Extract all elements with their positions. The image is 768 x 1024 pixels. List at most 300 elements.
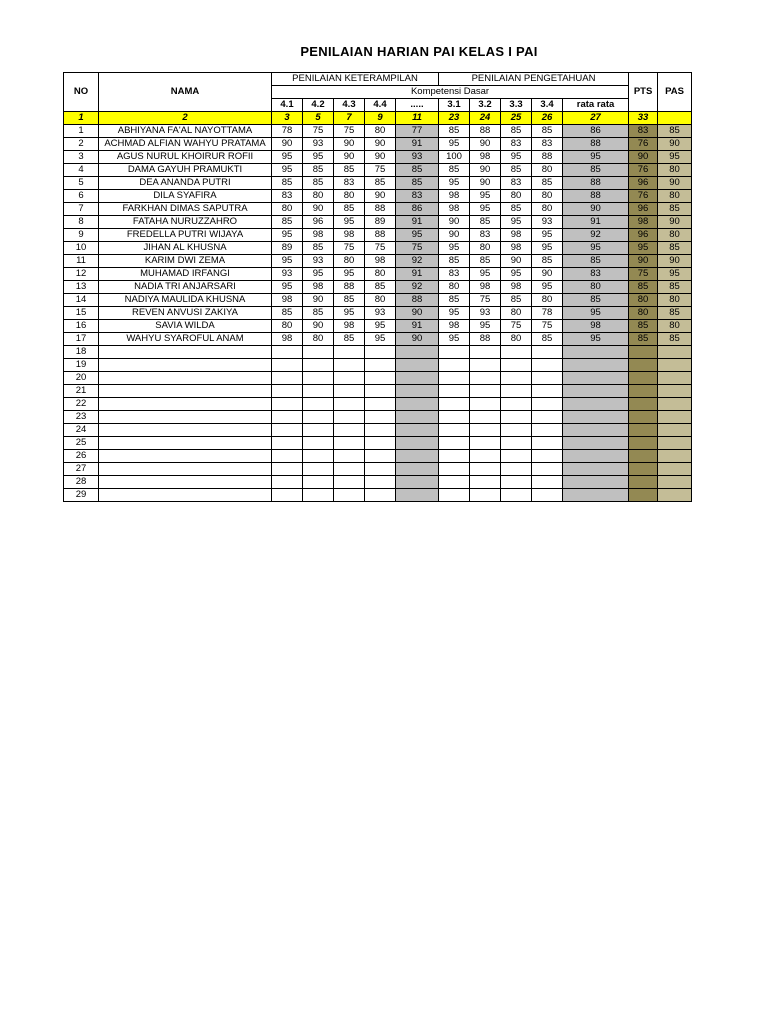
- score-cell: 91: [396, 216, 439, 229]
- score-cell: 91: [396, 138, 439, 151]
- score-cell: 86: [563, 125, 629, 138]
- score-cell: 85: [396, 177, 439, 190]
- score-cell: 91: [396, 268, 439, 281]
- score-cell: 98: [439, 320, 470, 333]
- score-cell: 90: [272, 138, 303, 151]
- score-cell: 88: [396, 294, 439, 307]
- empty-cell: [439, 463, 470, 476]
- row-number: 29: [64, 489, 99, 502]
- score-cell: 95: [365, 333, 396, 346]
- empty-cell: [334, 359, 365, 372]
- row-number: 20: [64, 372, 99, 385]
- empty-cell: [396, 463, 439, 476]
- score-cell: 80: [629, 294, 658, 307]
- student-name: KARIM DWI ZEMA: [99, 255, 272, 268]
- empty-cell: [501, 398, 532, 411]
- score-cell: 85: [334, 294, 365, 307]
- empty-cell: [365, 463, 396, 476]
- score-cell: 90: [658, 177, 692, 190]
- empty-cell: [365, 346, 396, 359]
- score-cell: 95: [303, 151, 334, 164]
- empty-cell: [365, 476, 396, 489]
- empty-cell: [439, 346, 470, 359]
- header-kd-code: 3.3: [501, 99, 532, 112]
- score-cell: 85: [501, 125, 532, 138]
- empty-cell: [272, 450, 303, 463]
- column-index-cell: 5: [303, 112, 334, 125]
- column-index-row: [64, 112, 692, 125]
- empty-cell: [658, 359, 692, 372]
- column-index-cell: 23: [439, 112, 470, 125]
- score-cell: 80: [303, 190, 334, 203]
- row-number: 14: [64, 294, 99, 307]
- table-row: [64, 320, 692, 333]
- score-cell: 90: [303, 203, 334, 216]
- score-cell: 95: [439, 242, 470, 255]
- row-number: 11: [64, 255, 99, 268]
- score-cell: 95: [470, 268, 501, 281]
- table-row: [64, 138, 692, 151]
- table-row: [64, 190, 692, 203]
- header-keterampilan: PENILAIAN KETERAMPILAN: [272, 73, 439, 86]
- empty-cell: [99, 463, 272, 476]
- score-cell: 83: [439, 268, 470, 281]
- table-row: [64, 346, 692, 359]
- score-cell: 90: [334, 151, 365, 164]
- score-cell: 85: [334, 164, 365, 177]
- row-number: 26: [64, 450, 99, 463]
- student-name: FREDELLA PUTRI WIJAYA: [99, 229, 272, 242]
- header-kd-code: 4.3: [334, 99, 365, 112]
- row-number: 3: [64, 151, 99, 164]
- empty-cell: [501, 424, 532, 437]
- score-cell: 95: [501, 151, 532, 164]
- header-kd-code: .....: [396, 99, 439, 112]
- row-number: 5: [64, 177, 99, 190]
- row-number: 28: [64, 476, 99, 489]
- empty-cell: [532, 476, 563, 489]
- empty-cell: [532, 411, 563, 424]
- score-cell: 90: [501, 255, 532, 268]
- row-number: 12: [64, 268, 99, 281]
- score-cell: 85: [532, 125, 563, 138]
- score-cell: 95: [470, 320, 501, 333]
- score-cell: 80: [563, 281, 629, 294]
- column-index-cell: 11: [396, 112, 439, 125]
- empty-cell: [658, 372, 692, 385]
- score-cell: 80: [501, 333, 532, 346]
- empty-cell: [303, 476, 334, 489]
- table-row: [64, 437, 692, 450]
- empty-cell: [365, 411, 396, 424]
- score-cell: 95: [532, 242, 563, 255]
- score-cell: 95: [272, 151, 303, 164]
- score-cell: 85: [563, 294, 629, 307]
- empty-cell: [272, 372, 303, 385]
- score-cell: 96: [303, 216, 334, 229]
- empty-cell: [365, 398, 396, 411]
- empty-cell: [303, 424, 334, 437]
- empty-cell: [272, 385, 303, 398]
- student-name: DILA SYAFIRA: [99, 190, 272, 203]
- empty-cell: [532, 372, 563, 385]
- table-row: [64, 216, 692, 229]
- score-cell: 77: [396, 125, 439, 138]
- student-name: FATAHA NURUZZAHRO: [99, 216, 272, 229]
- empty-cell: [334, 476, 365, 489]
- row-number: 8: [64, 216, 99, 229]
- empty-cell: [396, 450, 439, 463]
- score-cell: 90: [365, 151, 396, 164]
- row-number: 19: [64, 359, 99, 372]
- table-row: [64, 203, 692, 216]
- empty-cell: [629, 424, 658, 437]
- score-cell: 90: [658, 255, 692, 268]
- score-cell: 95: [658, 268, 692, 281]
- student-name: WAHYU SYAROFUL ANAM: [99, 333, 272, 346]
- score-cell: 98: [470, 281, 501, 294]
- row-number: 15: [64, 307, 99, 320]
- empty-cell: [99, 437, 272, 450]
- empty-cell: [334, 398, 365, 411]
- header-pengetahuan: PENILAIAN PENGETAHUAN: [439, 73, 629, 86]
- empty-cell: [272, 476, 303, 489]
- empty-cell: [501, 346, 532, 359]
- score-cell: 75: [334, 242, 365, 255]
- empty-cell: [658, 437, 692, 450]
- table-row: [64, 476, 692, 489]
- score-cell: 80: [365, 125, 396, 138]
- table-row: [64, 268, 692, 281]
- row-number: 4: [64, 164, 99, 177]
- empty-cell: [658, 450, 692, 463]
- empty-cell: [99, 359, 272, 372]
- empty-cell: [629, 398, 658, 411]
- row-number: 10: [64, 242, 99, 255]
- empty-cell: [501, 385, 532, 398]
- table-row: [64, 489, 692, 502]
- empty-cell: [303, 463, 334, 476]
- score-cell: 88: [563, 190, 629, 203]
- score-cell: 80: [272, 203, 303, 216]
- empty-cell: [563, 437, 629, 450]
- empty-cell: [532, 463, 563, 476]
- score-cell: 90: [629, 151, 658, 164]
- empty-cell: [501, 476, 532, 489]
- empty-cell: [303, 372, 334, 385]
- empty-cell: [334, 489, 365, 502]
- score-cell: 83: [501, 177, 532, 190]
- score-cell: 75: [470, 294, 501, 307]
- score-cell: 85: [439, 294, 470, 307]
- score-cell: 88: [365, 229, 396, 242]
- empty-cell: [439, 450, 470, 463]
- empty-cell: [439, 437, 470, 450]
- table-row: [64, 177, 692, 190]
- score-cell: 83: [629, 125, 658, 138]
- score-cell: 75: [365, 242, 396, 255]
- header-pas: PAS: [658, 73, 692, 112]
- score-cell: 93: [303, 138, 334, 151]
- score-cell: 95: [272, 164, 303, 177]
- score-cell: 95: [563, 151, 629, 164]
- empty-cell: [629, 372, 658, 385]
- score-cell: 80: [658, 320, 692, 333]
- score-cell: 98: [365, 255, 396, 268]
- score-cell: 92: [396, 255, 439, 268]
- score-cell: 76: [629, 138, 658, 151]
- score-cell: 85: [272, 216, 303, 229]
- empty-cell: [272, 359, 303, 372]
- empty-cell: [629, 450, 658, 463]
- score-cell: 85: [658, 307, 692, 320]
- score-cell: 98: [629, 216, 658, 229]
- header-kd-code: 4.1: [272, 99, 303, 112]
- empty-cell: [470, 372, 501, 385]
- empty-cell: [439, 359, 470, 372]
- score-cell: 93: [396, 151, 439, 164]
- empty-cell: [303, 411, 334, 424]
- empty-cell: [365, 385, 396, 398]
- empty-cell: [501, 463, 532, 476]
- empty-cell: [658, 411, 692, 424]
- empty-cell: [334, 385, 365, 398]
- score-cell: 86: [396, 203, 439, 216]
- empty-cell: [501, 372, 532, 385]
- score-cell: 90: [658, 138, 692, 151]
- score-cell: 90: [563, 203, 629, 216]
- score-cell: 85: [470, 216, 501, 229]
- score-cell: 95: [365, 320, 396, 333]
- empty-cell: [365, 359, 396, 372]
- score-cell: 75: [334, 125, 365, 138]
- empty-cell: [470, 385, 501, 398]
- score-cell: 95: [334, 268, 365, 281]
- empty-cell: [563, 359, 629, 372]
- empty-cell: [532, 489, 563, 502]
- empty-cell: [334, 463, 365, 476]
- score-cell: 95: [563, 242, 629, 255]
- score-cell: 85: [303, 242, 334, 255]
- empty-cell: [629, 346, 658, 359]
- score-cell: 88: [334, 281, 365, 294]
- score-cell: 85: [334, 203, 365, 216]
- score-cell: 95: [532, 281, 563, 294]
- empty-cell: [629, 359, 658, 372]
- empty-cell: [439, 385, 470, 398]
- score-cell: 83: [334, 177, 365, 190]
- score-cell: 85: [365, 177, 396, 190]
- empty-cell: [303, 489, 334, 502]
- table-row: [64, 125, 692, 138]
- empty-cell: [396, 385, 439, 398]
- score-cell: 75: [303, 125, 334, 138]
- score-cell: 80: [365, 268, 396, 281]
- score-cell: 95: [303, 268, 334, 281]
- score-cell: 85: [629, 281, 658, 294]
- empty-cell: [501, 489, 532, 502]
- score-cell: 85: [501, 203, 532, 216]
- empty-cell: [334, 450, 365, 463]
- score-cell: 90: [396, 333, 439, 346]
- empty-cell: [658, 463, 692, 476]
- score-cell: 85: [303, 177, 334, 190]
- score-cell: 98: [501, 242, 532, 255]
- table-row: [64, 411, 692, 424]
- score-cell: 98: [501, 229, 532, 242]
- score-cell: 80: [501, 190, 532, 203]
- row-number: 27: [64, 463, 99, 476]
- row-number: 13: [64, 281, 99, 294]
- row-number: 18: [64, 346, 99, 359]
- score-cell: 85: [396, 164, 439, 177]
- score-cell: 90: [303, 320, 334, 333]
- table-row: [64, 424, 692, 437]
- score-cell: 90: [365, 190, 396, 203]
- empty-cell: [532, 437, 563, 450]
- empty-cell: [396, 424, 439, 437]
- empty-cell: [365, 489, 396, 502]
- header-kd-code: 3.2: [470, 99, 501, 112]
- score-cell: 95: [470, 190, 501, 203]
- score-cell: 80: [272, 320, 303, 333]
- empty-cell: [629, 463, 658, 476]
- empty-cell: [303, 450, 334, 463]
- empty-cell: [629, 476, 658, 489]
- score-cell: 89: [272, 242, 303, 255]
- empty-cell: [272, 463, 303, 476]
- empty-cell: [396, 398, 439, 411]
- table-row: [64, 398, 692, 411]
- score-cell: 83: [470, 229, 501, 242]
- empty-cell: [532, 359, 563, 372]
- score-cell: 91: [563, 216, 629, 229]
- score-cell: 92: [396, 281, 439, 294]
- empty-cell: [334, 437, 365, 450]
- empty-cell: [99, 372, 272, 385]
- empty-cell: [563, 424, 629, 437]
- score-cell: 85: [658, 242, 692, 255]
- score-cell: 76: [629, 190, 658, 203]
- empty-cell: [563, 346, 629, 359]
- empty-cell: [439, 398, 470, 411]
- table-row: [64, 294, 692, 307]
- empty-cell: [99, 398, 272, 411]
- score-cell: 85: [658, 333, 692, 346]
- score-cell: 95: [334, 307, 365, 320]
- empty-cell: [365, 437, 396, 450]
- score-cell: 98: [439, 190, 470, 203]
- student-name: DEA ANANDA PUTRI: [99, 177, 272, 190]
- score-cell: 98: [272, 294, 303, 307]
- empty-cell: [563, 476, 629, 489]
- score-cell: 83: [272, 190, 303, 203]
- empty-cell: [396, 437, 439, 450]
- empty-cell: [396, 411, 439, 424]
- empty-cell: [532, 385, 563, 398]
- score-cell: 85: [532, 177, 563, 190]
- empty-cell: [365, 372, 396, 385]
- score-cell: 80: [658, 294, 692, 307]
- row-number: 25: [64, 437, 99, 450]
- score-cell: 85: [532, 255, 563, 268]
- empty-cell: [272, 346, 303, 359]
- header-nama: NAMA: [99, 73, 272, 112]
- table-row: [64, 255, 692, 268]
- score-cell: 90: [658, 216, 692, 229]
- score-cell: 80: [658, 229, 692, 242]
- empty-cell: [396, 346, 439, 359]
- score-cell: 83: [563, 268, 629, 281]
- empty-cell: [563, 385, 629, 398]
- empty-cell: [563, 489, 629, 502]
- score-cell: 91: [396, 320, 439, 333]
- score-cell: 80: [334, 255, 365, 268]
- empty-cell: [439, 489, 470, 502]
- table-row: [64, 359, 692, 372]
- score-cell: 88: [470, 125, 501, 138]
- empty-cell: [272, 398, 303, 411]
- score-cell: 85: [303, 307, 334, 320]
- score-cell: 90: [629, 255, 658, 268]
- student-name: AGUS NURUL KHOIRUR ROFII: [99, 151, 272, 164]
- empty-cell: [470, 489, 501, 502]
- empty-cell: [334, 424, 365, 437]
- column-index-cell: 1: [64, 112, 99, 125]
- row-number: 22: [64, 398, 99, 411]
- score-cell: 85: [563, 255, 629, 268]
- score-cell: 93: [272, 268, 303, 281]
- empty-cell: [501, 450, 532, 463]
- empty-cell: [334, 411, 365, 424]
- row-number: 24: [64, 424, 99, 437]
- score-cell: 95: [629, 242, 658, 255]
- score-cell: 98: [501, 281, 532, 294]
- empty-cell: [99, 450, 272, 463]
- empty-cell: [563, 450, 629, 463]
- score-cell: 95: [532, 229, 563, 242]
- score-cell: 93: [532, 216, 563, 229]
- empty-cell: [470, 424, 501, 437]
- empty-cell: [272, 411, 303, 424]
- score-cell: 83: [396, 190, 439, 203]
- score-cell: 85: [629, 320, 658, 333]
- empty-cell: [365, 450, 396, 463]
- score-cell: 85: [439, 164, 470, 177]
- score-cell: 98: [334, 320, 365, 333]
- table-row: [64, 307, 692, 320]
- score-cell: 80: [658, 190, 692, 203]
- empty-cell: [396, 359, 439, 372]
- empty-cell: [501, 437, 532, 450]
- table-row: [64, 463, 692, 476]
- row-number: 7: [64, 203, 99, 216]
- empty-cell: [396, 476, 439, 489]
- score-cell: 90: [470, 177, 501, 190]
- row-number: 6: [64, 190, 99, 203]
- empty-cell: [563, 372, 629, 385]
- empty-cell: [532, 424, 563, 437]
- score-cell: 95: [396, 229, 439, 242]
- empty-cell: [303, 385, 334, 398]
- empty-cell: [470, 346, 501, 359]
- table-row: [64, 385, 692, 398]
- score-cell: 80: [439, 281, 470, 294]
- empty-cell: [303, 398, 334, 411]
- score-cell: 80: [501, 307, 532, 320]
- score-cell: 85: [439, 255, 470, 268]
- score-cell: 75: [396, 242, 439, 255]
